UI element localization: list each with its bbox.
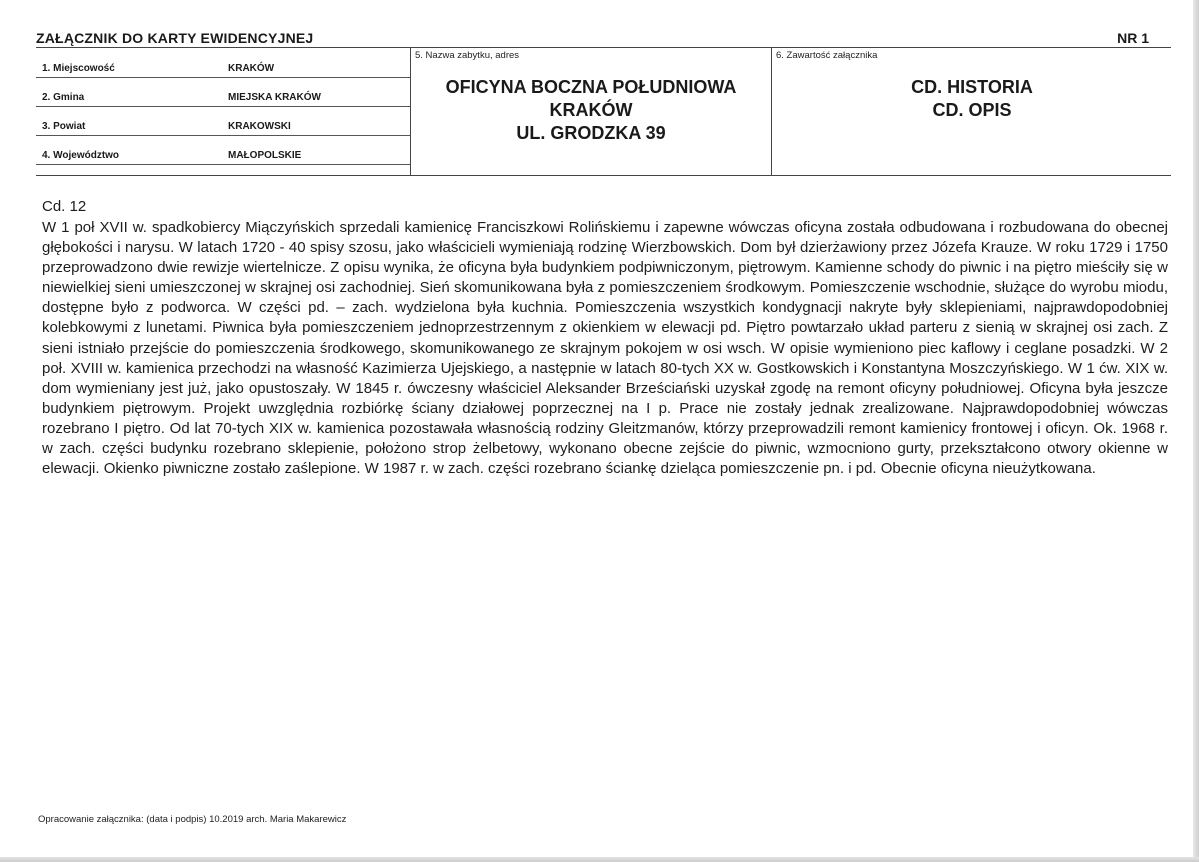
field-value: KRAKÓW xyxy=(228,63,275,74)
field-wojewodztwo xyxy=(36,135,410,165)
field-label: 1. Miejscowość xyxy=(42,63,115,74)
footer-signature: Opracowanie załącznika: (data i podpis) 10.2019 arch. Maria Makarewicz xyxy=(38,814,347,825)
contents xyxy=(772,76,1172,122)
field-label: 3. Powiat xyxy=(42,121,86,132)
contents-line: CD. HISTORIA xyxy=(911,77,1033,97)
document-title: ZAŁĄCZNIK DO KARTY EWIDENCYJNEJ xyxy=(36,30,314,46)
header-rule-bottom xyxy=(36,175,1171,176)
object-name-line: UL. GRODZKA 39 xyxy=(516,123,666,143)
object-name xyxy=(411,76,771,145)
document-number: NR 1 xyxy=(1117,30,1149,46)
field-value: MIEJSKA KRAKÓW xyxy=(228,92,321,103)
contents-line: CD. OPIS xyxy=(932,100,1012,120)
field-powiat xyxy=(36,106,410,136)
object-name-label: 5. Nazwa zabytku, adres xyxy=(415,50,520,61)
object-name-line: KRAKÓW xyxy=(549,100,633,120)
page-edge-bottom xyxy=(0,857,1199,862)
field-value: MAŁOPOLSKIE xyxy=(228,150,302,161)
contents-label: 6. Zawartość załącznika xyxy=(776,50,878,61)
field-gmina xyxy=(36,77,410,107)
body-text: W 1 poł XVII w. spadkobiercy Miączyńskich sprzedali kamienicę Franciszkowi Rolińskiemu i zapewne wówczas oficyna została odbudowana i rozbudowana do obecnej głębokości i narysu. W latach 1720 - 40 spisy szosu, jako właścicieli wymieniają rodzinę Wierzbowskich. Dom był dzierżawiony przez Józefa Krauze. W roku 1729 i 1750 przeprowadzono dwie rewizje wiertelnicze. Z opisu wynika, że oficyna była budynkiem podpiwniczonym, piętrowym. Kamienne schody do piwnic i na piętro mieściły się w niewielkiej sieni umieszczonej w skrajnej osi zachodniej. Sień skomunikowana była z pomieszczeniem środkowym. Pomieszczenie wschodnie, służące do wyrobu miodu, dostępne było z podworca. W części pd. – zach. wydzielona była kuchnia. Pomieszczenia wszystkich kondygnacji nakryte były sklepieniami, najprawdopodobniej kolebkowymi z lunetami. Piwnica była pomieszczeniem jednoprzestrzennym z okienkiem w elewacji pd. Piętro powtarzało układ parteru z sienią w skrajnej osi zach. Z sieni istniało przejście do pomieszczenia środkowego, skomunikowanego ze skrajnym pokojem w osi wsch. W opisie wymieniono piec kaflowy i ceglane posadzki. W 2 poł. XVIII w. kamienica przechodzi na własność Kazimierza Ujejskiego, a następnie w latach 80-tych XX w. Gostkowskich i Konstantyna Moszczyńskiego. W 1 ćw. XIX w. dom wymieniany jest już, jako opustoszały. W 1845 r. ówczesny właściciel Aleksander Brześciański uzyskał zgodę na remont oficyny południowej. Oficyna była jeszcze budynkiem piętrowym. Projekt uwzględnia rozbiórkę ściany działowej poprzecznej na I p. Prace nie zostały jednak zrealizowane. Najprawdopodobniej wówczas rozebrano I piętro. Od lat 70-tych XIX w. kamienica pozostawała własnością rodziny Gleitzmanów, którzy przeprowadzili remont kamienicy frontowej i oficyn. Ok. 1968 r. w zach. części budynku rozebrano sklepienie, położono strop żelbetowy, wykonano obecne zejście do piwnic, wzmocniono gurty, przekształcono otwory okienne w elewacji. Okienko piwniczne zostało zaślepione. W 1987 r. w zach. części rozebrano ściankę dzieląca pomieszczenie pn. i pd. Obecnie oficyna nieużytkowana. xyxy=(42,219,1168,478)
field-label: 2. Gmina xyxy=(42,92,85,103)
object-name-line: OFICYNA BOCZNA POŁUDNIOWA xyxy=(445,77,737,97)
field-label: 4. Województwo xyxy=(42,150,120,161)
page-edge-right xyxy=(1193,0,1199,862)
field-value: KRAKOWSKI xyxy=(228,121,291,132)
section-number: Cd. 12 xyxy=(42,198,87,215)
field-miejscowosc xyxy=(36,48,410,78)
